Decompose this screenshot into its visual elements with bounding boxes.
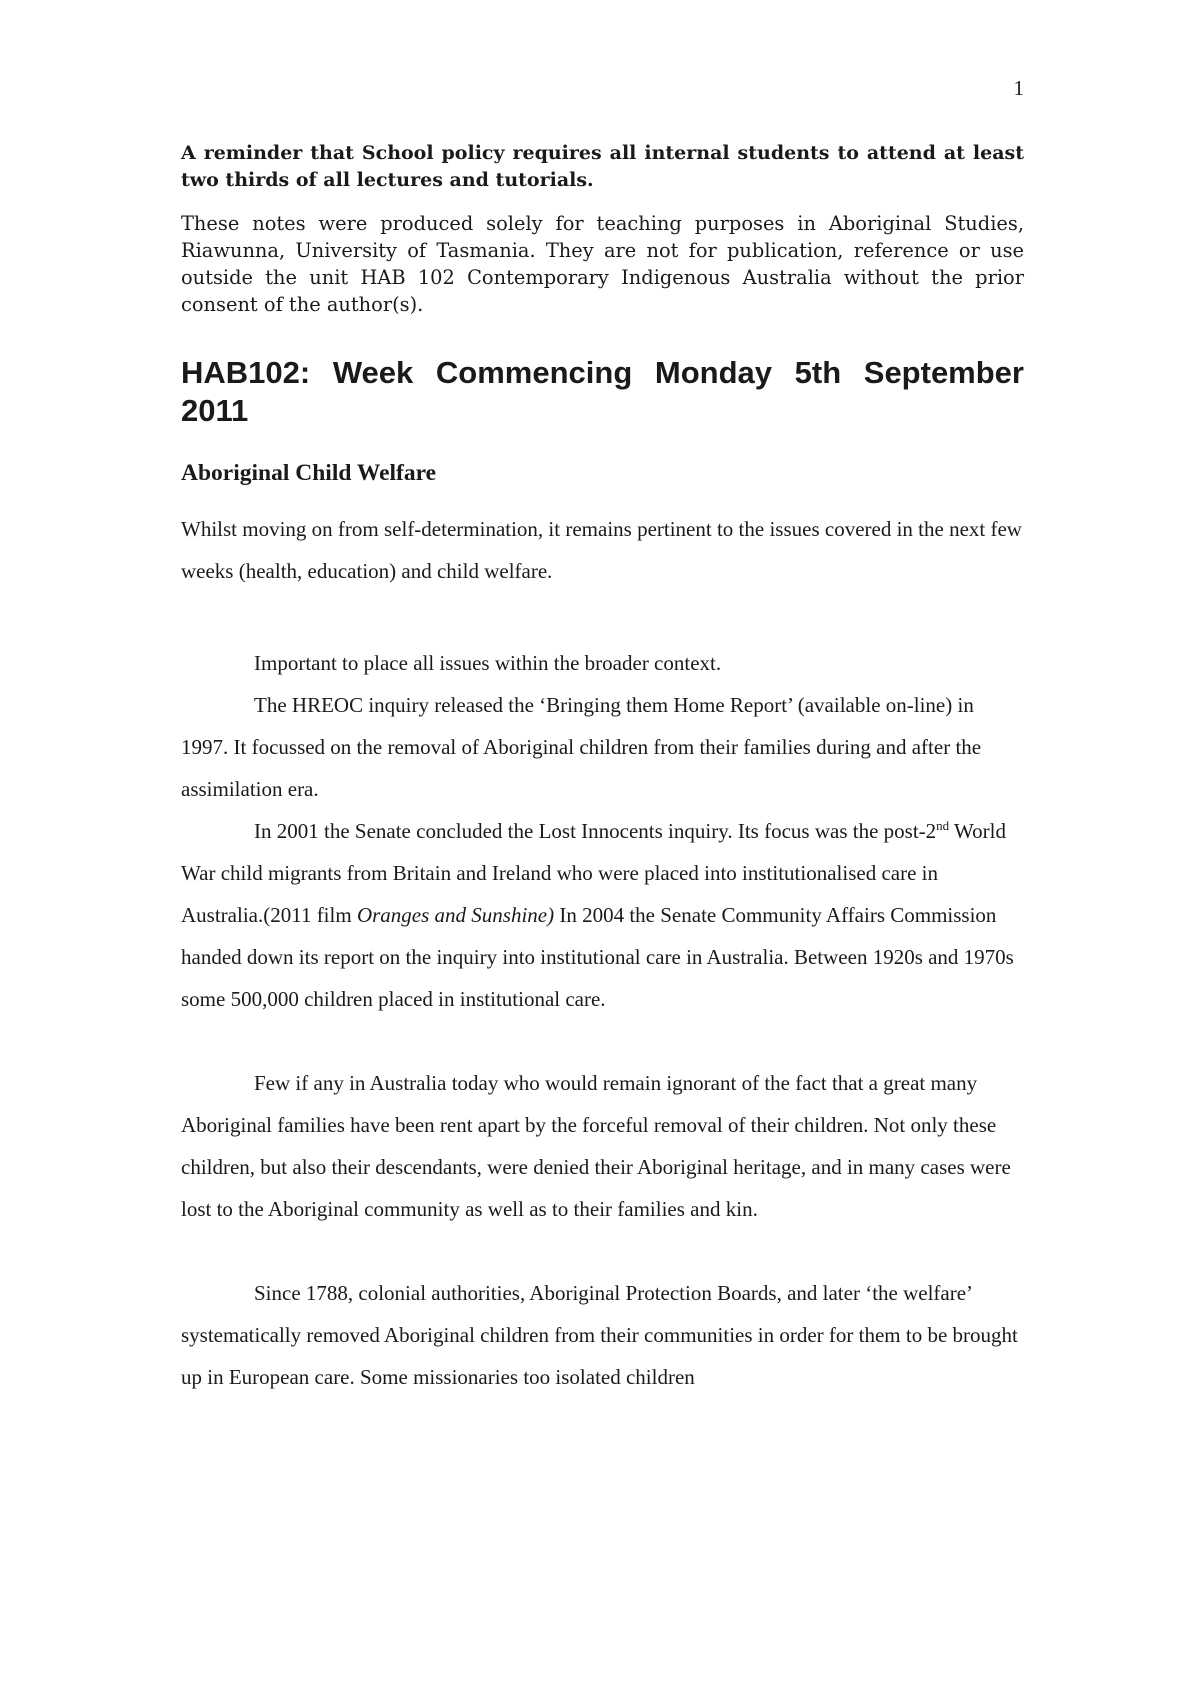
context-paragraph: Important to place all issues within the broader context. bbox=[254, 651, 722, 675]
senate-text-3: In 2004 the Senate Community Affairs Commission handed down its report on the inquiry into institutional care in Australia. Between 1920s and 1970s some 500,000 children placed in institutional care. bbox=[181, 903, 1014, 1011]
document-title: HAB102: Week Commencing Monday 5th September 2011 bbox=[181, 355, 1024, 428]
page-number: 1 bbox=[1013, 76, 1024, 100]
film-title: Oranges and Sunshine) bbox=[356, 903, 555, 927]
senate-text-1: In 2001 the Senate concluded the Lost Innocents inquiry. Its focus was the post-2 bbox=[254, 819, 937, 843]
ordinal-superscript: nd bbox=[936, 818, 950, 833]
attendance-reminder: A reminder that School policy requires all internal students to attend at least two thirds of all lectures and tutorials. bbox=[181, 142, 1024, 191]
removal-paragraph: Few if any in Australia today who would remain ignorant of the fact that a great many Aboriginal families have been rent apart by the forceful removal of their children. Not only these children, but also their descendants, were denied their Aboriginal heritage, and in many cases were lost to the Aboriginal community as well as to their families and kin. bbox=[181, 1071, 1011, 1221]
senate-text-2: World War child migrants from Britain and Ireland who were placed into institutionalised care in Australia.(2011 film bbox=[181, 819, 1006, 927]
hreoc-paragraph: The HREOC inquiry released the ‘Bringing them Home Report’ (available on-line) in 1997. It focussed on the removal of Aboriginal children from their families during and after the assimilation era. bbox=[181, 693, 982, 801]
section-heading: Aboriginal Child Welfare bbox=[181, 460, 437, 486]
senate-paragraph bbox=[181, 810, 1024, 1020]
intro-paragraph: Whilst moving on from self-determination, it remains pertinent to the issues covered in the next few weeks (health, education) and child welfare. bbox=[181, 517, 1022, 583]
history-paragraph: Since 1788, colonial authorities, Aboriginal Protection Boards, and later ‘the welfare’ systematically removed Aboriginal children from their communities in order for them to be brought up in European care. Some missionaries too isolated children bbox=[181, 1281, 1018, 1389]
page-content bbox=[181, 140, 1024, 1398]
usage-disclaimer: These notes were produced solely for teaching purposes in Aboriginal Studies, Riawunna, University of Tasmania. They are not for publication, reference or use outside the unit HAB 102 Contemporary Indigenous Australia without the prior consent of the author(s). bbox=[181, 212, 1024, 316]
